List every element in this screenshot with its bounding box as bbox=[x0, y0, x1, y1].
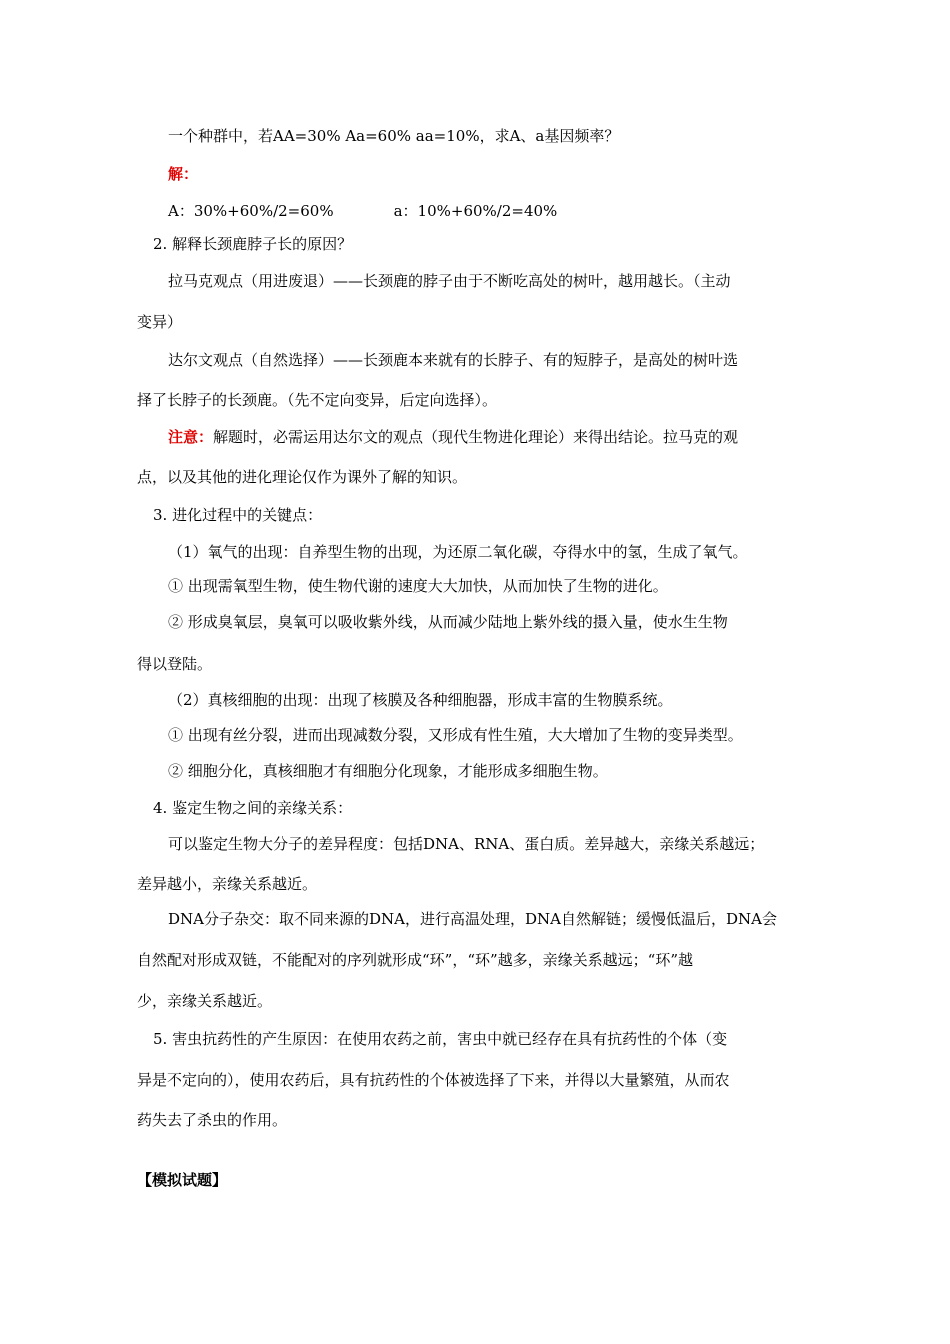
paragraph-line: 可以鉴定生物大分子的差异程度：包括DNA、RNA、蛋白质。差异越大，亲缘关系越远； bbox=[168, 835, 765, 853]
paragraph-line: 异是不定向的），使用农药后，具有抗药性的个体被选择了下来，并得以大量繁殖，从而农 bbox=[137, 1071, 730, 1089]
answer-line bbox=[168, 201, 557, 221]
paragraph-line: 拉马克观点（用进废退）——长颈鹿的脖子由于不断吃高处的树叶，越用越长。（主动 bbox=[168, 272, 731, 290]
answer-a-lower: a：10%+60%/2=40% bbox=[393, 202, 558, 220]
paragraph-line: （1）氧气的出现：自养型生物的出现，为还原二氧化碳，夺得水中的氢，生成了氧气。 bbox=[168, 543, 748, 561]
paragraph-line: 自然配对形成双链，不能配对的序列就形成“环”，“环”越多，亲缘关系越远；“环”越 bbox=[137, 951, 694, 969]
paragraph-line: 达尔文观点（自然选择）——长颈鹿本来就有的长脖子、有的短脖子，是高处的树叶选 bbox=[168, 351, 739, 369]
paragraph-line: ② 细胞分化，真核细胞才有细胞分化现象，才能形成多细胞生物。 bbox=[168, 762, 608, 780]
solution-label: 解： bbox=[168, 165, 199, 183]
paragraph-line: DNA分子杂交：取不同来源的DNA，进行高温处理，DNA自然解链；缓慢低温后，DNA会 bbox=[168, 910, 777, 928]
heading-5: 5. 害虫抗药性的产生原因：在使用农药之前，害虫中就已经存在具有抗药性的个体（变 bbox=[153, 1030, 728, 1048]
question-text: 一个种群中，若AA=30% Aa=60% aa=10%，求A、a基因频率？ bbox=[168, 127, 620, 145]
paragraph-line: 药失去了杀虫的作用。 bbox=[137, 1111, 288, 1129]
note-text: 解题时，必需运用达尔文的观点（现代生物进化理论）来得出结论。拉马克的观 bbox=[213, 428, 739, 446]
section-title: 【模拟试题】 bbox=[137, 1171, 228, 1189]
paragraph-line: 变异） bbox=[137, 313, 183, 331]
answer-a: A：30%+60%/2=60% bbox=[168, 202, 334, 220]
paragraph-line: 少，亲缘关系越近。 bbox=[137, 992, 273, 1010]
note-label: 注意： bbox=[168, 428, 214, 446]
paragraph-line: 择了长脖子的长颈鹿。（先不定向变异，后定向选择）。 bbox=[137, 391, 498, 409]
paragraph-line: 差异越小，亲缘关系越近。 bbox=[137, 875, 318, 893]
paragraph-line: ① 出现需氧型生物，使生物代谢的速度大大加快，从而加快了生物的进化。 bbox=[168, 577, 668, 595]
paragraph-line: ① 出现有丝分裂，进而出现减数分裂，又形成有性生殖，大大增加了生物的变异类型。 bbox=[168, 726, 743, 744]
paragraph-line: （2）真核细胞的出现：出现了核膜及各种细胞器，形成丰富的生物膜系统。 bbox=[168, 691, 673, 709]
paragraph-line: ② 形成臭氧层，臭氧可以吸收紫外线，从而减少陆地上紫外线的摄入量，使水生生物 bbox=[168, 613, 728, 631]
paragraph-line: 点，以及其他的进化理论仅作为课外了解的知识。 bbox=[137, 468, 468, 486]
note-line bbox=[168, 427, 738, 447]
heading-2: 2. 解释长颈鹿脖子长的原因？ bbox=[153, 235, 353, 253]
heading-3: 3. 进化过程中的关键点： bbox=[153, 506, 323, 524]
paragraph-line: 得以登陆。 bbox=[137, 655, 213, 673]
heading-4: 4. 鉴定生物之间的亲缘关系： bbox=[153, 799, 353, 817]
